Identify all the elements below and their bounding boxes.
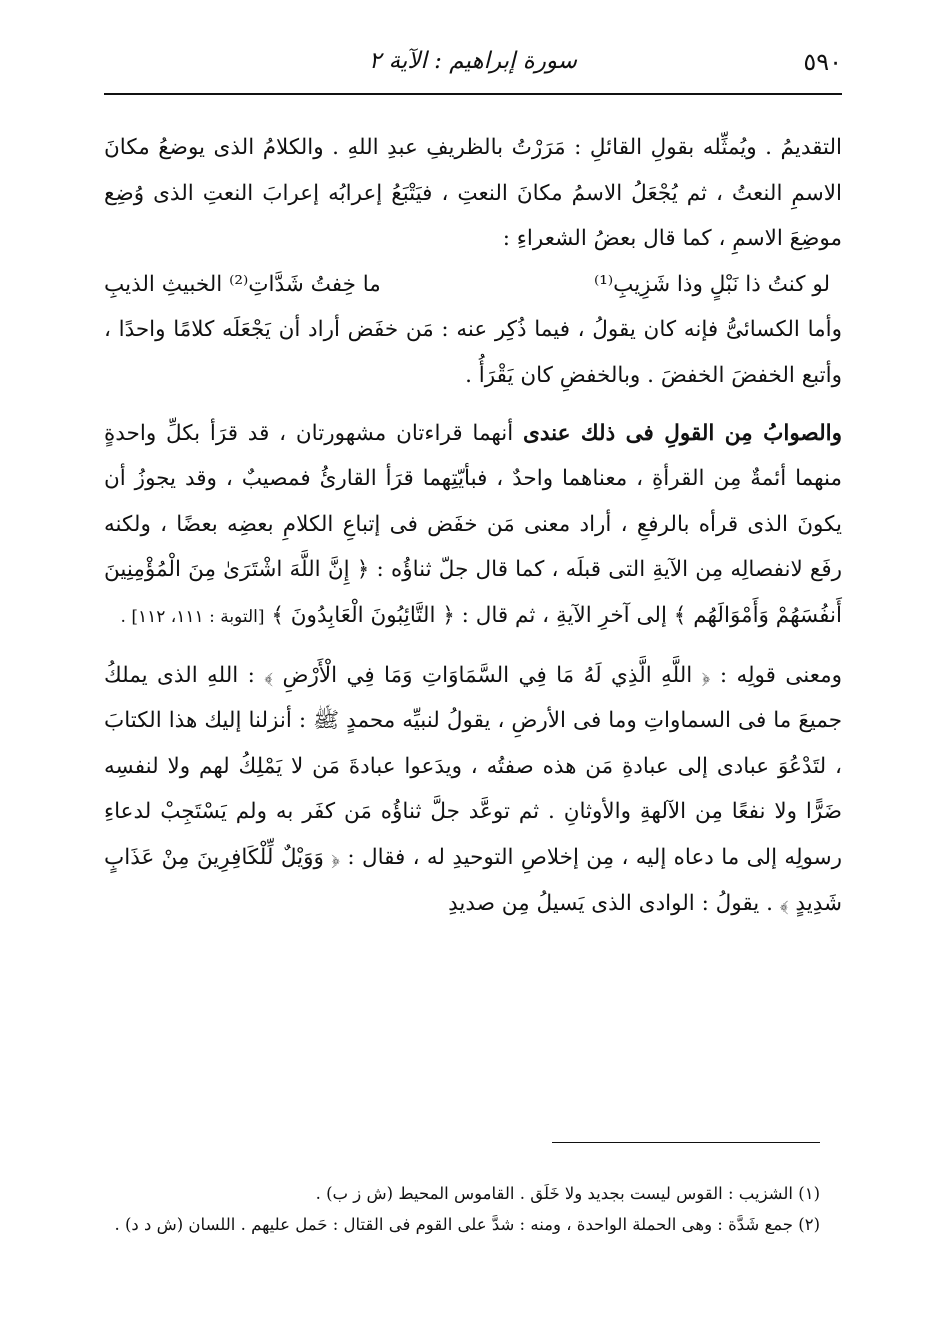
- footnotes: [104, 1178, 820, 1240]
- paragraph-4: ومعنى قولِه : ﴿ اللَّهِ الَّذِي لَهُ مَا فِي السَّمَاوَاتِ وَمَا فِي الْأَرْضِ ﴾ : اللهِ الذى يملكُ جميعَ ما فى السماواتِ وما فى الأرضِ ، يقولُ لنبيِّه محمدٍ ﷺ : أنزلنا إليك هذا الكتابَ ، لتَدْعُوَ عبادى إلى عبادةِ مَن هذه صفتُه ، ويدَعوا عبادةَ مَن لا يَمْلِكُ لهم ولا لنفسِه ضَرًّا ولا نفعًا مِن الآلهةِ والأوثانِ . ثم توعَّد جلَّ ثناؤُه مَن كفَر به ولم يَسْتَجِبْ لدعاءِ رسولِه إلى ما دعاه إليه ، مِن إخلاصِ التوحيدِ له ، فقال : ﴿ وَوَيْلٌ لِّلْكَافِرِينَ مِنْ عَذَابٍ شَدِيدٍ ﴾ . يقولُ : الوادى الذى يَسيلُ مِن صديدِ: [104, 662, 842, 916]
- quran-reference: [التوبة : ١١١، ١١٢] .: [120, 606, 265, 627]
- verse-first-hemistich: لو كنتُ ذا نَبْلٍ وذا شَزِيبِ⁽¹⁾: [593, 271, 830, 297]
- paragraph-3: [104, 411, 842, 641]
- footnote-2: (٢) جمع شَدَّة : وهى الحملة الواحدة ، ومنه : شدَّ على القوم فى القتال : حَمل عليهم . اللسان (ش د د) .: [114, 1215, 820, 1234]
- footnote-1: (١) الشزيب : القوس ليست بجديد ولا خَلَق . القاموس المحيط (ش ز ب) .: [315, 1184, 820, 1203]
- paragraph-3-text: أنهما قراءتان مشهورتان ، قد قرَأ بكلِّ واحدةٍ منهما أئمةٌ مِن القرأةِ ، معناهما واحدٌ ، فبأيّتِهما قرَأ القارئُ فمصيبٌ ، وقد يجوزُ أن يكونَ الذى قرأه بالرفعِ ، أراد معنى مَن خفَض فى إتباعِ الكلامِ بعضِه بعضًا ، ولكنه رفَع لانفصالِه مِن الآيةِ التى قبلَه ، كما قال جلّ ثناؤُه : ﴿ إِنَّ اللَّهَ اشْتَرَىٰ مِنَ الْمُؤْمِنِينَ أَنفُسَهُمْ وَأَمْوَالَهُم ﴾ إلى آخرِ الآيةِ ، ثم قال : ﴿ التَّائِبُونَ الْعَابِدُونَ ﴾: [104, 420, 842, 628]
- header-rule: [104, 93, 842, 95]
- paragraph-2: وأما الكسائىُّ فإنه كان يقولُ ، فيما ذُكِر عنه : مَن خفَض أراد أن يَجْعَلَه كلامًا واحدًا ، وأتبع الخفضَ الخفضَ . وبالخفضِ كان يَقْرَأُ .: [104, 317, 842, 388]
- footnote-rule: [552, 1142, 820, 1143]
- main-text: [104, 125, 842, 926]
- paragraph-gap: [104, 399, 842, 411]
- paragraph-3-lead: والصوابُ مِن القولِ فى ذلك عندى: [523, 420, 842, 446]
- paragraph-gap: [104, 641, 842, 653]
- poetry-verse: [104, 262, 842, 308]
- running-title: سورة إبراهيم : الآية ٢: [368, 48, 578, 74]
- paragraph-1: التقديمُ . ويُمثِّله بقولِ القائلِ : مَرَرْتُ بالظريفِ عبدِ اللهِ . والكلامُ الذى يوضعُ مكانَ الاسمِ النعتُ ، ثم يُجْعَلُ الاسمُ مكانَ النعتِ ، فيَتْبَعُ إعرابُه إعرابَ النعتِ الذى وُضِع موضِعَ الاسمِ ، كما قال بعضُ الشعراءِ :: [104, 135, 842, 252]
- verse-second-hemistich: ما خِفتُ شَدَّاتِ⁽²⁾ الخبيثِ الذيبِ: [104, 271, 381, 297]
- page-number: ٥٩٠: [803, 48, 842, 76]
- page-header: [104, 44, 842, 90]
